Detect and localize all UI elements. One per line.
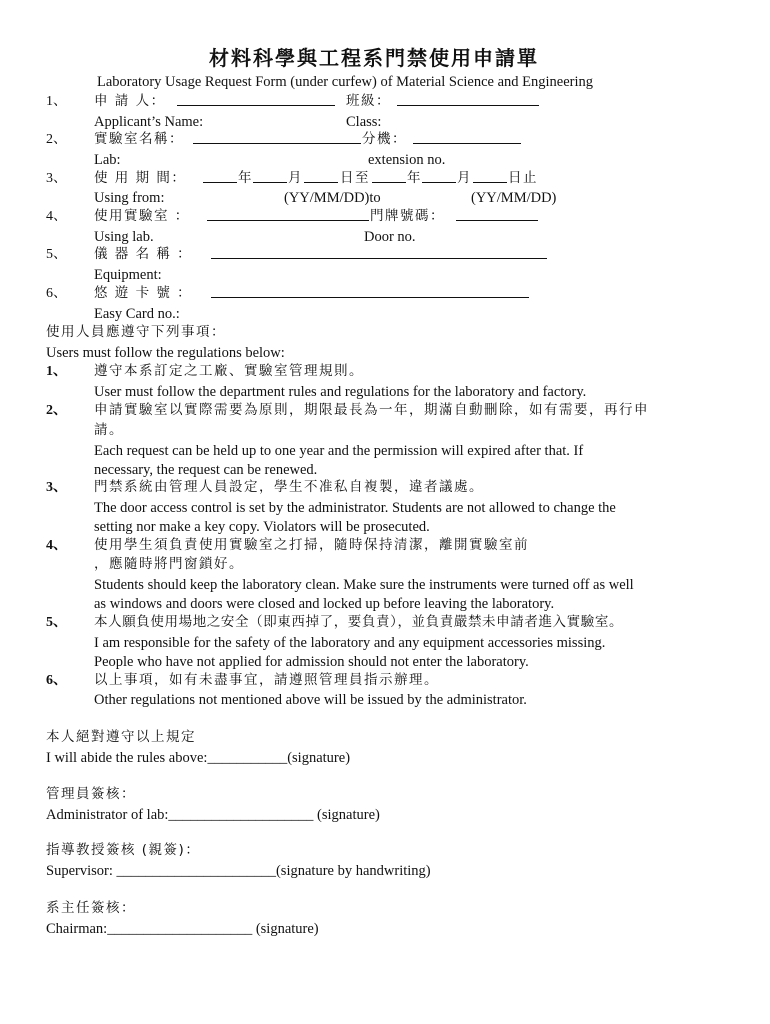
period-label-zh: 使 用 期 間：: [94, 170, 187, 186]
easycard-field[interactable]: [211, 287, 529, 298]
rule-text-zh: 門禁系統由管理人員設定，學生不准私自複製，違者議處。: [94, 479, 484, 495]
date-format-to: (YY/MM/DD): [471, 190, 557, 206]
rule-text-en: as windows and doors were closed and locked up before leaving the laboratory.: [94, 596, 555, 612]
rule-text-en: Other regulations not mentioned above will be issued by the administrator.: [94, 692, 527, 708]
year-label: 年: [238, 170, 253, 186]
easycard-label-en: Easy Card no.:: [94, 306, 180, 322]
form-title-en: Laboratory Usage Request Form (under curfew) of Material Science and Engineering: [97, 74, 594, 90]
period-label-en: Using from:: [94, 190, 165, 206]
door-label-zh: 門牌號碼：: [370, 208, 445, 224]
rule-text-en: People who have not applied for admission should not enter the laboratory.: [94, 654, 529, 670]
field-number: 6、: [46, 286, 67, 301]
supervisor-label-zh: 指導教授簽核 (親簽)：: [46, 842, 201, 858]
rule-text-en: I am responsible for the safety of the laboratory and any equipment accessories missing.: [94, 635, 606, 651]
admin-signature-line[interactable]: Administrator of lab:____________________ (signature): [46, 807, 380, 823]
start-day-field[interactable]: [304, 172, 338, 183]
extension-label-zh: 分機：: [362, 131, 407, 147]
rule-text-en: necessary, the request can be renewed.: [94, 462, 318, 478]
month-label: 月: [457, 170, 472, 186]
rule-number: 2、: [46, 403, 67, 418]
day-end-label: 日止: [508, 170, 538, 186]
field-number: 2、: [46, 132, 67, 147]
rule-number: 4、: [46, 538, 67, 553]
class-label-en: Class:: [346, 114, 382, 130]
rule-text-en: User must follow the department rules and regulations for the laboratory and factory.: [94, 384, 587, 400]
end-month-field[interactable]: [422, 172, 456, 183]
year-label: 年: [407, 170, 422, 186]
applicant-label-zh: 申 請 人：: [94, 93, 166, 109]
admin-label-zh: 管理員簽核：: [46, 786, 136, 802]
extension-field[interactable]: [413, 133, 521, 144]
field-number: 5、: [46, 247, 67, 262]
lab-name-label-zh: 實驗室名稱：: [94, 131, 184, 147]
rule-text-en: The door access control is set by the administrator. Students are not allowed to change the: [94, 500, 616, 516]
lab-name-field[interactable]: [193, 133, 361, 144]
field-number: 4、: [46, 209, 67, 224]
end-day-field[interactable]: [473, 172, 507, 183]
extension-label-en: extension no.: [368, 152, 446, 168]
rule-number: 3、: [46, 480, 67, 495]
day-to-label: 日至: [340, 170, 370, 186]
using-lab-label-zh: 使用實驗室 ：: [94, 208, 190, 224]
rule-text-en: setting nor make a key copy. Violators will be prosecuted.: [94, 519, 430, 535]
lab-name-label-en: Lab:: [94, 152, 121, 168]
start-year-field[interactable]: [203, 172, 237, 183]
door-label-en: Door no.: [364, 229, 416, 245]
abide-label-zh: 本人絕對遵守以上規定: [46, 729, 196, 745]
date-format-from: (YY/MM/DD)to: [284, 190, 381, 206]
equipment-label-en: Equipment:: [94, 267, 162, 283]
applicant-label-en: Applicant’s Name:: [94, 114, 204, 130]
chairman-label-zh: 系主任簽核：: [46, 900, 136, 916]
applicant-name-field[interactable]: [177, 95, 335, 106]
field-number: 1、: [46, 94, 67, 109]
supervisor-signature-line[interactable]: Supervisor: ______________________(signature by handwriting): [46, 863, 431, 879]
abide-signature-line[interactable]: I will abide the rules above:___________(signature): [46, 750, 351, 766]
month-label: 月: [288, 170, 303, 186]
field-number: 3、: [46, 171, 67, 186]
rule-text-en: Each request can be held up to one year and the permission will expired after that. If: [94, 443, 584, 459]
using-lab-field[interactable]: [207, 210, 369, 221]
class-label-zh: 班級：: [346, 93, 391, 109]
rule-number: 1、: [46, 364, 67, 379]
rule-number: 6、: [46, 673, 67, 688]
rule-number: 5、: [46, 615, 67, 630]
door-no-field[interactable]: [456, 210, 538, 221]
rule-text-zh: 以上事項，如有未盡事宜，請遵照管理員指示辦理。: [94, 672, 439, 688]
equipment-label-zh: 儀 器 名 稱 ：: [94, 246, 193, 262]
rule-text-zh: ，應隨時將門窗鎖好。: [94, 556, 244, 572]
class-field[interactable]: [397, 95, 539, 106]
rule-text-zh: 請。: [94, 422, 124, 438]
equipment-field[interactable]: [211, 248, 547, 259]
rules-heading-en: Users must follow the regulations below:: [46, 345, 285, 361]
using-lab-label-en: Using lab.: [94, 229, 154, 245]
start-month-field[interactable]: [253, 172, 287, 183]
easycard-label-zh: 悠 遊 卡 號 ：: [94, 285, 193, 301]
form-title-zh: 材料科學與工程系門禁使用申請單: [209, 46, 539, 70]
rule-text-zh: 遵守本系訂定之工廠、實驗室管理規則。: [94, 363, 364, 379]
end-year-field[interactable]: [372, 172, 406, 183]
rule-text-en: Students should keep the laboratory clean. Make sure the instruments were turned off as well: [94, 577, 634, 593]
rule-text-zh: 本人願負使用場地之安全（即東西掉了，要負責），並負責嚴禁未申請者進入實驗室。: [94, 614, 624, 630]
chairman-signature-line[interactable]: Chairman:____________________ (signature): [46, 921, 319, 937]
rules-heading-zh: 使用人員應遵守下列事項：: [46, 324, 226, 340]
rule-text-zh: 使用學生須負責使用實驗室之打掃，隨時保持清潔，離開實驗室前: [94, 537, 529, 553]
rule-text-zh: 申請實驗室以實際需要為原則，期限最長為一年，期滿自動刪除，如有需要，再行申: [94, 402, 649, 418]
